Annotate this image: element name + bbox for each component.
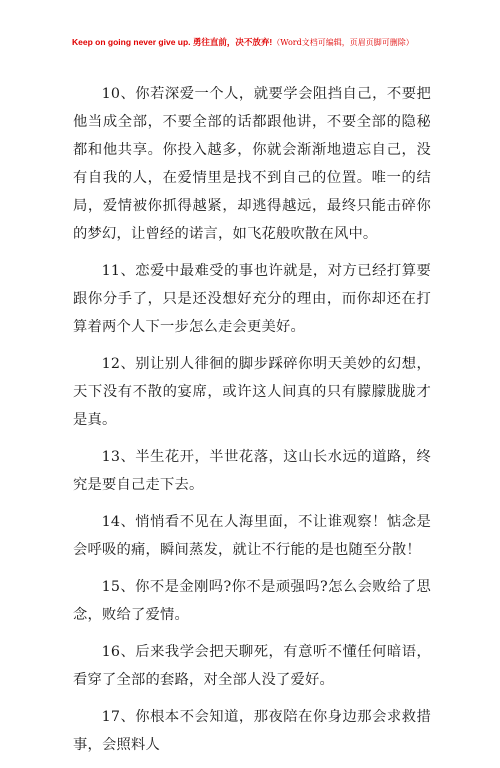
paragraph-14: 14、悄悄看不见在人海里面，不让谁观察！惦念是会呼吸的痛，瞬间蒸发，就让不行能的是也随至分散！ — [73, 514, 431, 558]
paragraph-13: 13、半生花开，半世花落，这山长水远的道路，终究是要自己走下去。 — [73, 449, 431, 493]
header-chinese: 勇往直前，决不放弃! — [192, 37, 273, 47]
paragraph-12: 12、别让别人徘徊的脚步踩碎你明天美妙的幻想，天下没有不散的宴席，或许这人间真的只有朦朦胧胧才是真。 — [73, 356, 431, 428]
document-body — [73, 80, 431, 768]
paragraph-15: 15、你不是金刚吗?你不是顽强吗?怎么会败给了思念，败给了爱情。 — [73, 579, 431, 623]
header-note — [72, 36, 414, 48]
header-editable-note: （Word文档可编辑，页眉页脚可删除） — [272, 38, 414, 47]
paragraph-16: 16、后来我学会把天聊死，有意听不懂任何暗语，看穿了全部的套路，对全部人没了爱好。 — [73, 644, 431, 688]
header-english: Keep on going never give up. — [72, 37, 191, 47]
paragraph-17: 17、你根本不会知道，那夜陪在你身边那会求救措事，会照料人 — [73, 709, 431, 753]
paragraph-10: 10、你若深爱一个人，就要学会阻挡自己，不要把他当成全部，不要全部的话都跟他讲，不要全部的隐秘都和他共享。你投入越多，你就会渐渐地遗忘自己，没有自我的人，在爱情里是找不到自己的位置。唯一的结局，爱情被你抓得越紧，却逃得越远，最终只能击碎你的梦幻，让曾经的诺言，如飞花般吹散在风中。 — [73, 86, 431, 242]
paragraph-11: 11、恋爱中最难受的事也许就是，对方已经打算要跟你分手了，只是还没想好充分的理由，而你却还在打算着两个人下一步怎么走会更美好。 — [73, 263, 431, 335]
